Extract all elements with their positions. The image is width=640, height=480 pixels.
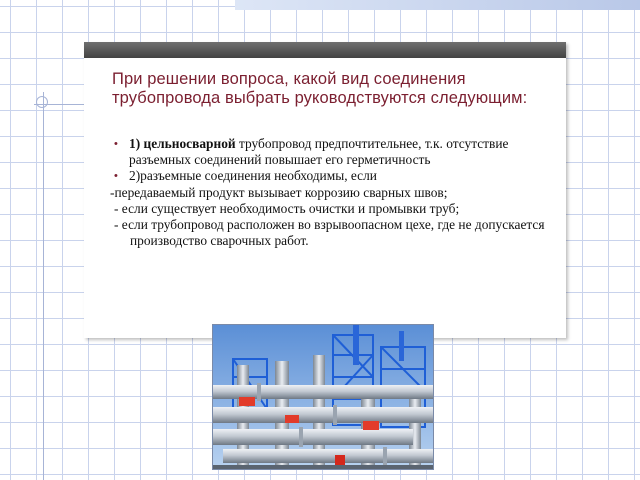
item-text: -передаваемый продукт вызывает коррозию сварных швов; (110, 184, 448, 200)
decor-circle-icon (36, 96, 48, 108)
item-text: - если существует необходимость очистки и промывки труб; (114, 200, 460, 216)
slide-panel (84, 42, 566, 338)
industrial-pipeline-photo (212, 324, 434, 470)
item-text: - если трубопровод расположен во взрывоопасном цехе, где не допускается производство сварочных работ. (114, 217, 545, 249)
item-text: трубопровод предпочтительнее, т.к. отсутствие разъемных соединений повышает его герметичность (129, 136, 509, 168)
item-text: 2)разъемные соединения необходимы, если (129, 168, 377, 184)
list-item (114, 217, 559, 249)
slide-header-bar (84, 42, 566, 58)
bullet-icon: • (114, 138, 118, 150)
list-item (110, 184, 559, 201)
slide-body (110, 136, 559, 249)
list-item (114, 168, 559, 184)
top-decor-band (235, 0, 640, 10)
slide-title: При решении вопроса, какой вид соединения трубопровода выбрать руководствуются следующим: (112, 70, 528, 107)
list-item (114, 201, 559, 217)
decor-vertical-line (43, 92, 44, 480)
list-item (114, 136, 559, 168)
bullet-icon: • (114, 170, 118, 183)
item-bold-text: 1) цельносварной (129, 136, 236, 151)
